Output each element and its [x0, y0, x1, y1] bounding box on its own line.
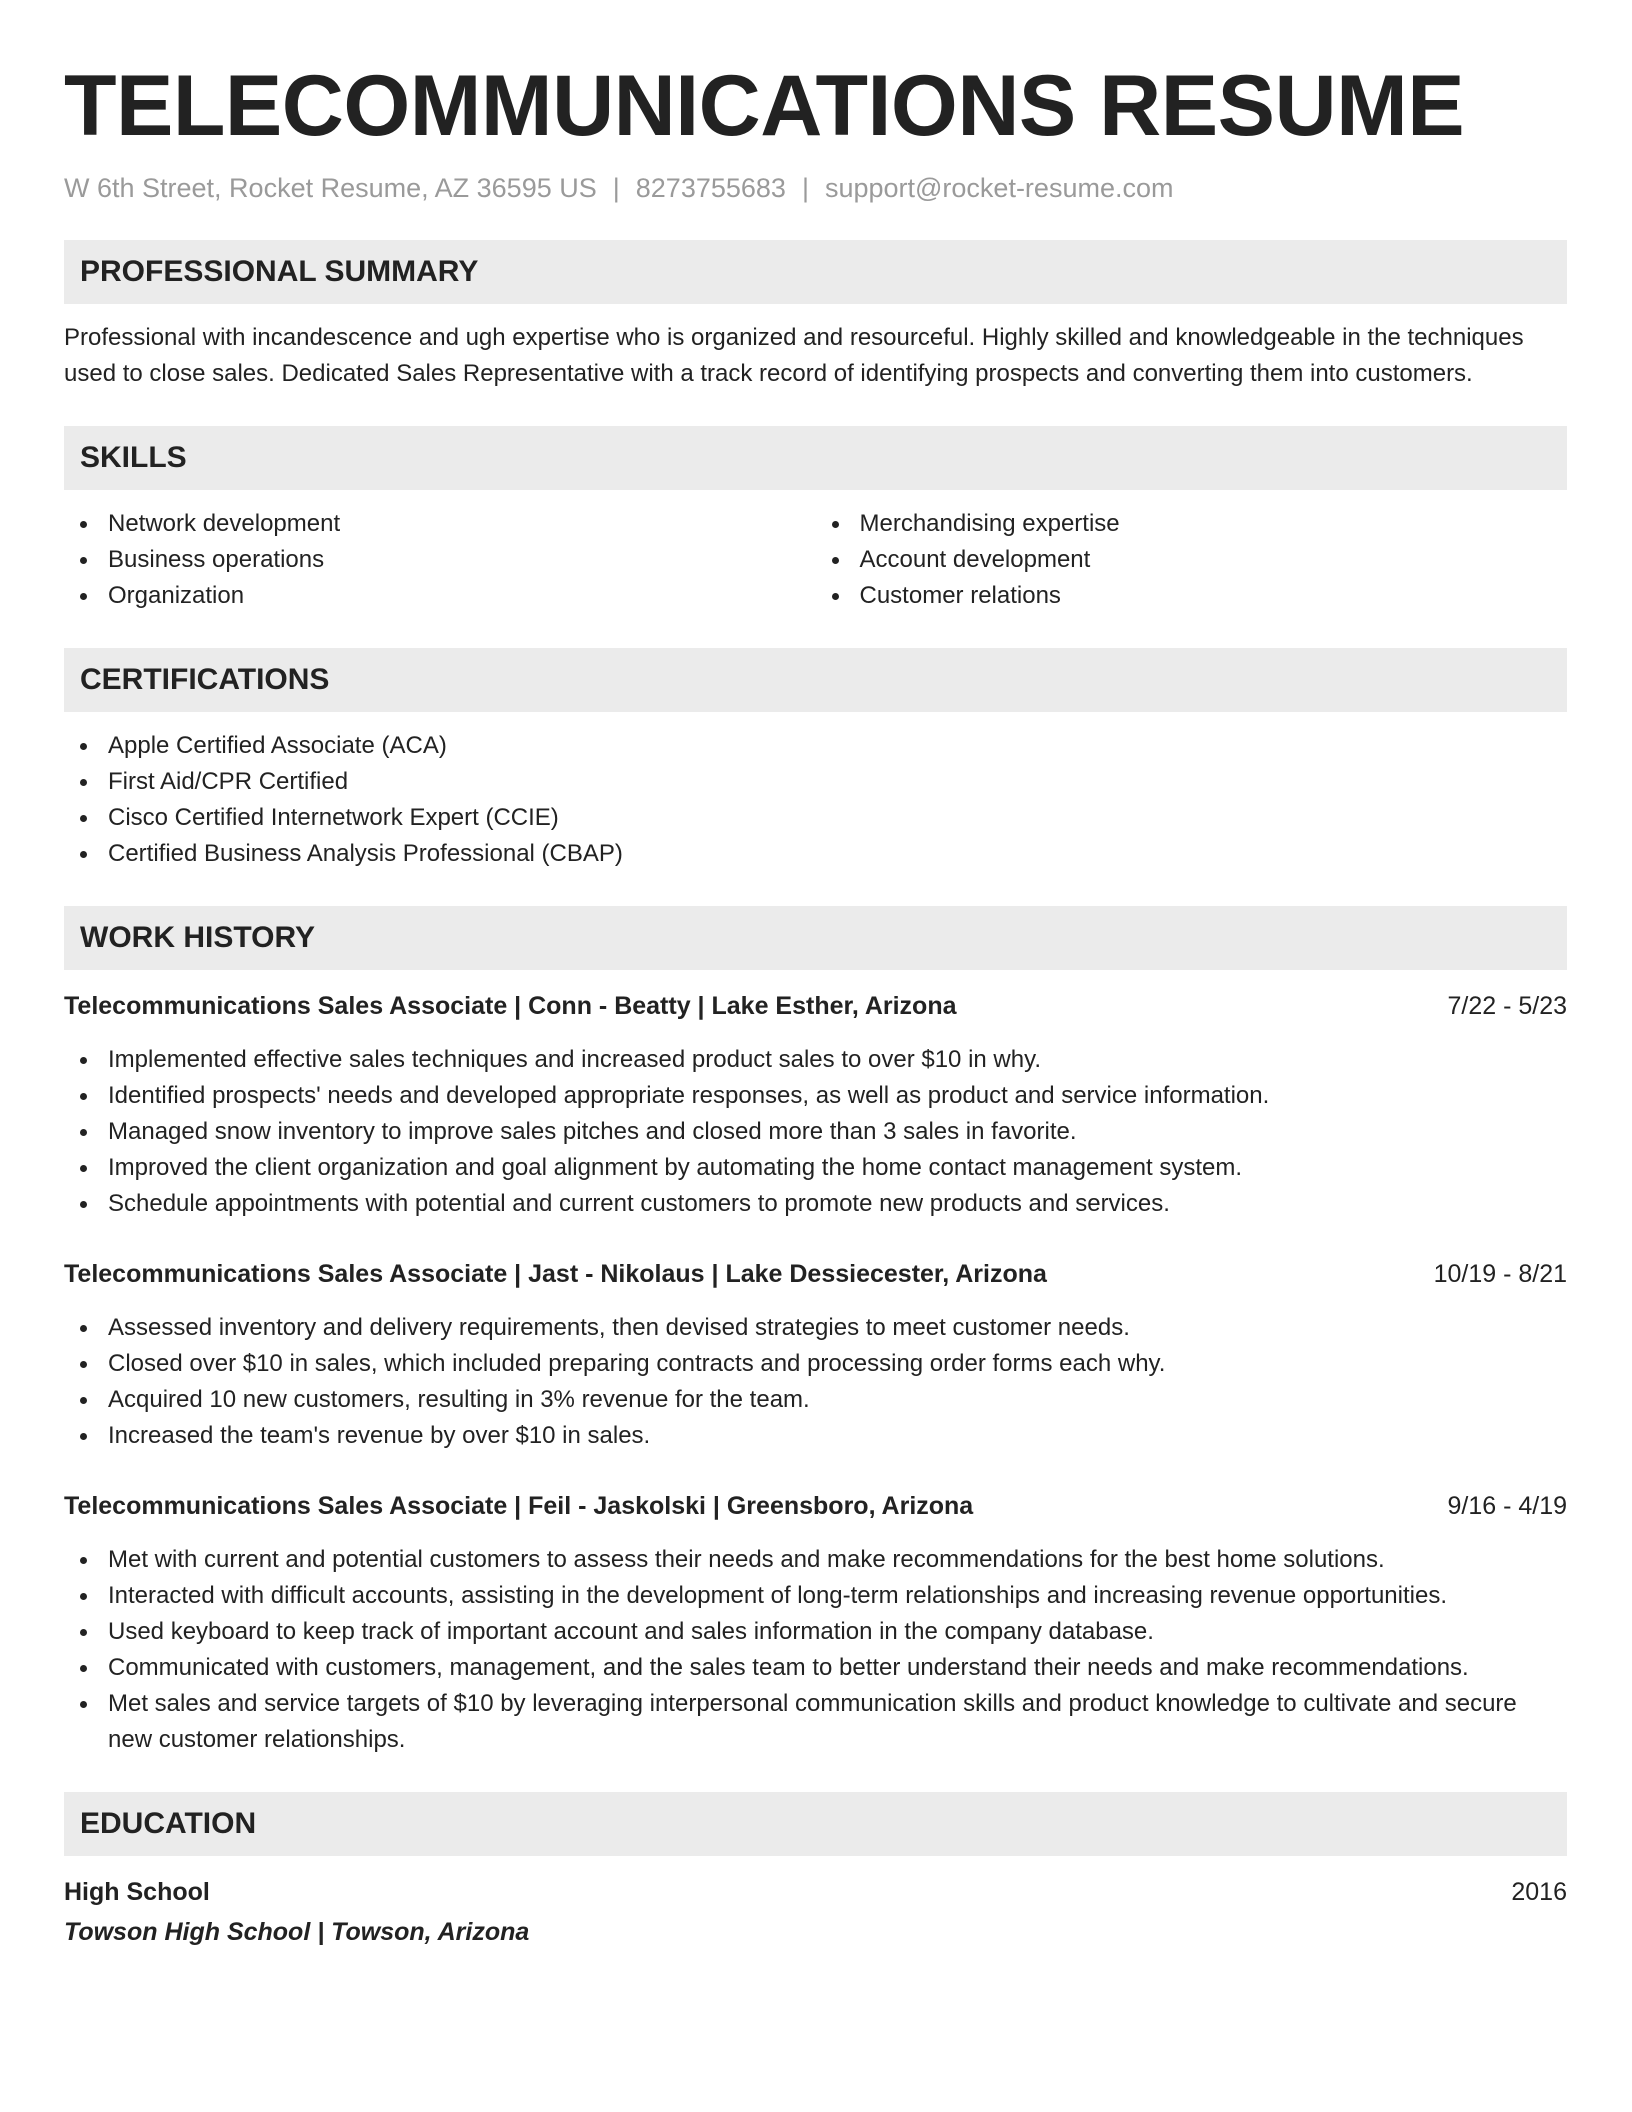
skills-column-right	[816, 506, 1568, 614]
skill-item: Network development	[64, 506, 816, 542]
job-bullet: Met sales and service targets of $10 by leveraging interpersonal communication skills and product knowledge to cultivate and secure new customer relationships.	[64, 1686, 1567, 1758]
contact-address: W 6th Street, Rocket Resume, AZ 36595 US	[64, 173, 597, 203]
job-bullet: Acquired 10 new customers, resulting in 3% revenue for the team.	[64, 1382, 1567, 1418]
skill-item: Merchandising expertise	[816, 506, 1568, 542]
skills-column-left	[64, 506, 816, 614]
education-school: Towson High School | Towson, Arizona	[64, 1918, 530, 1946]
job-bullet: Communicated with customers, management, and the sales team to better understand their needs and make recommendations.	[64, 1650, 1567, 1686]
job-bullets	[64, 1542, 1567, 1758]
job-bullet: Met with current and potential customers to assess their needs and make recommendations for the best home solutions.	[64, 1542, 1567, 1578]
job-bullets	[64, 1310, 1567, 1454]
summary-text: Professional with incandescence and ugh expertise who is organized and resourceful. Highly skilled and knowledgeable in the techniques used to close sales. Dedicated Sales Representative with a track record of identifying prospects and converting them into customers.	[64, 324, 1524, 387]
job-bullet: Improved the client organization and goal alignment by automating the home contact management system.	[64, 1150, 1567, 1186]
education-heading: EDUCATION	[64, 1792, 1567, 1856]
job-title: Telecommunications Sales Associate | Conn - Beatty | Lake Esther, Arizona	[64, 992, 957, 1020]
skill-item: Organization	[64, 578, 816, 614]
skills-heading: SKILLS	[64, 426, 1567, 490]
certifications-list	[64, 728, 1567, 872]
job-dates: 10/19 - 8/21	[1433, 1260, 1567, 1288]
summary-heading: PROFESSIONAL SUMMARY	[64, 240, 1567, 304]
job-bullet: Implemented effective sales techniques and increased product sales to over $10 in why.	[64, 1042, 1567, 1078]
contact-line	[64, 170, 1567, 206]
skill-item: Customer relations	[816, 578, 1568, 614]
job-dates: 9/16 - 4/19	[1447, 1492, 1567, 1520]
job-header	[64, 1488, 1567, 1524]
contact-email: support@rocket-resume.com	[824, 173, 1174, 203]
education-header	[64, 1874, 1567, 1910]
job-title: Telecommunications Sales Associate | Feil - Jaskolski | Greensboro, Arizona	[64, 1492, 974, 1520]
job-title: Telecommunications Sales Associate | Jast - Nikolaus | Lake Dessiecester, Arizona	[64, 1260, 1047, 1288]
certifications-heading: CERTIFICATIONS	[64, 648, 1567, 712]
job-entry	[64, 1256, 1567, 1454]
skill-item: Business operations	[64, 542, 816, 578]
job-header	[64, 1256, 1567, 1292]
job-bullet: Used keyboard to keep track of important account and sales information in the company database.	[64, 1614, 1567, 1650]
job-bullet: Closed over $10 in sales, which included preparing contracts and processing order forms each why.	[64, 1346, 1567, 1382]
job-bullet: Assessed inventory and delivery requirements, then devised strategies to meet customer needs.	[64, 1310, 1567, 1346]
job-bullets	[64, 1042, 1567, 1222]
education-year: 2016	[1511, 1878, 1567, 1906]
skill-item: Account development	[816, 542, 1568, 578]
work-history-heading: WORK HISTORY	[64, 906, 1567, 970]
contact-separator: |	[612, 173, 620, 203]
job-dates: 7/22 - 5/23	[1447, 992, 1567, 1020]
education-entry	[64, 1874, 1567, 1950]
certification-item: Cisco Certified Internetwork Expert (CCIE)	[64, 800, 1567, 836]
education-degree: High School	[64, 1878, 210, 1906]
job-entry	[64, 1488, 1567, 1758]
contact-phone: 8273755683	[635, 173, 786, 203]
job-bullet: Interacted with difficult accounts, assisting in the development of long-term relationships and increasing revenue opportunities.	[64, 1578, 1567, 1614]
job-bullet: Schedule appointments with potential and current customers to promote new products and services.	[64, 1186, 1567, 1222]
certification-item: First Aid/CPR Certified	[64, 764, 1567, 800]
job-bullet: Managed snow inventory to improve sales pitches and closed more than 3 sales in favorite.	[64, 1114, 1567, 1150]
resume-title: TELECOMMUNICATIONS RESUME	[64, 58, 1465, 154]
skills-grid	[64, 506, 1567, 614]
job-entry	[64, 988, 1567, 1222]
certification-item: Certified Business Analysis Professional (CBAP)	[64, 836, 1567, 872]
job-header	[64, 988, 1567, 1024]
job-bullet: Increased the team's revenue by over $10 in sales.	[64, 1418, 1567, 1454]
contact-separator: |	[801, 173, 809, 203]
certification-item: Apple Certified Associate (ACA)	[64, 728, 1567, 764]
job-bullet: Identified prospects' needs and developed appropriate responses, as well as product and service information.	[64, 1078, 1567, 1114]
